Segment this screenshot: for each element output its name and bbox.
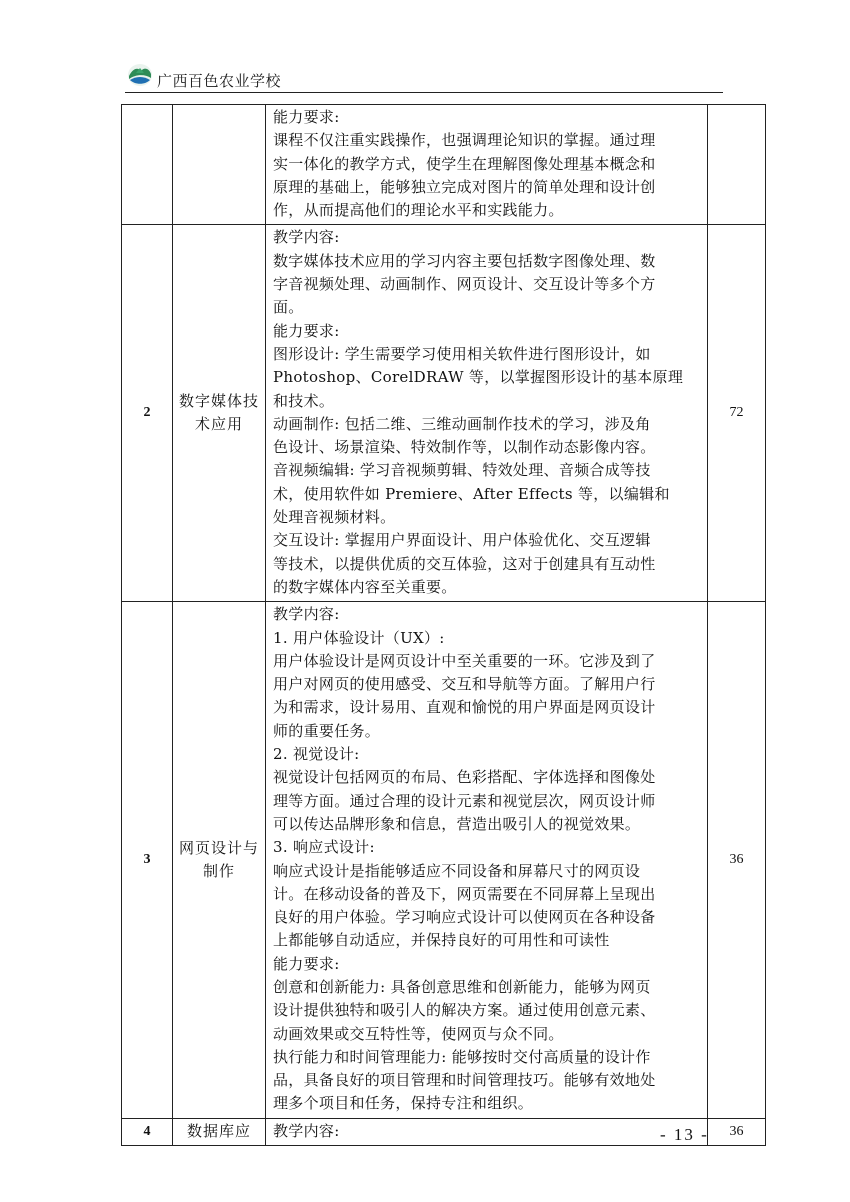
course-name: 数字媒体技术应用 — [173, 225, 266, 602]
content-line: 品，具备良好的项目管理和时间管理技巧。能够有效地处 — [273, 1071, 656, 1090]
content-line: 作，从而提高他们的理论水平和实践能力。 — [273, 201, 564, 220]
content-line: Photoshop、CorelDRAW 等，以掌握图形设计的基本原理 — [273, 368, 684, 387]
content-line: 教学内容: — [273, 605, 340, 624]
table-row — [122, 105, 766, 225]
course-name: 数据库应 — [173, 1118, 266, 1145]
course-content — [266, 105, 708, 225]
content-line: 面。 — [273, 298, 304, 317]
content-line: 1. 用户体验设计（UX）: — [273, 628, 445, 647]
class-hours — [708, 105, 766, 225]
page-header — [125, 60, 723, 94]
course-name — [173, 105, 266, 225]
content-line: 色设计、场景渲染、特效制作等，以制作动态影像内容。 — [273, 438, 656, 457]
course-content — [266, 225, 708, 602]
school-logo-icon — [127, 62, 153, 88]
course-name: 网页设计与制作 — [173, 602, 266, 1119]
content-line: 音视频编辑: 学习音视频剪辑、特效处理、音频合成等技 — [273, 461, 651, 480]
content-line: 师的重要任务。 — [273, 721, 381, 740]
content-line: 用户对网页的使用感受、交互和导航等方面。了解用户行 — [273, 675, 656, 694]
table-row — [122, 225, 766, 602]
row-number — [122, 105, 173, 225]
content-line: 设计提供独特和吸引人的解决方案。通过使用创意元素、 — [273, 1001, 656, 1020]
course-content — [266, 602, 708, 1119]
class-hours: 36 — [708, 602, 766, 1119]
content-line: 数字媒体技术应用的学习内容主要包括数字图像处理、数 — [273, 251, 656, 270]
content-line: 图形设计: 学生需要学习使用相关软件进行图形设计，如 — [273, 344, 651, 363]
content-line: 理等方面。通过合理的设计元素和视觉层次，网页设计师 — [273, 791, 656, 810]
content-line: 能力要求: — [273, 321, 340, 340]
curriculum-table — [121, 104, 766, 1146]
content-line: 动画制作: 包括二维、三维动画制作技术的学习，涉及角 — [273, 414, 651, 433]
content-line: 用户体验设计是网页设计中至关重要的一环。它涉及到了 — [273, 651, 656, 670]
content-line: 原理的基础上，能够独立完成对图片的简单处理和设计创 — [273, 177, 656, 196]
content-line: 能力要求: — [273, 954, 340, 973]
table-row — [122, 602, 766, 1119]
content-line: 视觉设计包括网页的布局、色彩搭配、字体选择和图像处 — [273, 768, 656, 787]
content-line: 3. 响应式设计: — [273, 838, 375, 857]
content-line: 上都能够自动适应，并保持良好的可用性和可读性 — [273, 931, 610, 950]
content-line: 理多个项目和任务，保持专注和组织。 — [273, 1094, 534, 1113]
class-hours: 72 — [708, 225, 766, 602]
content-line: 交互设计: 掌握用户界面设计、用户体验优化、交互逻辑 — [273, 531, 651, 550]
course-content — [266, 1118, 708, 1145]
content-line: 动画效果或交互特性等，使网页与众不同。 — [273, 1024, 564, 1043]
content-line: 响应式设计是指能够适应不同设备和屏幕尺寸的网页设 — [273, 861, 641, 880]
content-line: 执行能力和时间管理能力: 能够按时交付高质量的设计作 — [273, 1047, 651, 1066]
content-line: 处理音视频材料。 — [273, 508, 396, 527]
header-rule — [125, 92, 723, 93]
content-line: 计。在移动设备的普及下，网页需要在不同屏幕上呈现出 — [273, 884, 656, 903]
content-line: 良好的用户体验。学习响应式设计可以使网页在各种设备 — [273, 908, 656, 927]
content-line: 实一体化的教学方式，使学生在理解图像处理基本概念和 — [273, 154, 656, 173]
content-line: 创意和创新能力: 具备创意思维和创新能力，能够为网页 — [273, 977, 651, 996]
content-line: 课程不仅注重实践操作，也强调理论知识的掌握。通过理 — [273, 131, 656, 150]
row-number: 2 — [122, 225, 173, 602]
content-line: 术，使用软件如 Premiere、After Effects 等，以编辑和 — [273, 484, 670, 503]
content-line: 等技术，以提供优质的交互体验，这对于创建具有互动性 — [273, 554, 656, 573]
content-line: 字音视频处理、动画制作、网页设计、交互设计等多个方 — [273, 275, 656, 294]
class-hours: 36 — [708, 1118, 766, 1145]
content-line: 教学内容: — [273, 1121, 340, 1140]
content-line: 为和需求，设计易用、直观和愉悦的用户界面是网页设计 — [273, 698, 656, 717]
school-name: 广西百色农业学校 — [157, 72, 282, 90]
content-line: 和技术。 — [273, 391, 335, 410]
row-number: 4 — [122, 1118, 173, 1145]
content-line: 能力要求: — [273, 108, 340, 126]
row-number: 3 — [122, 602, 173, 1119]
content-line: 2. 视觉设计: — [273, 745, 360, 764]
page-number: - 13 - — [660, 1125, 709, 1144]
content-line: 可以传达品牌形象和信息，营造出吸引人的视觉效果。 — [273, 814, 641, 833]
content-line: 的数字媒体内容至关重要。 — [273, 577, 457, 596]
content-line: 教学内容: — [273, 228, 340, 247]
